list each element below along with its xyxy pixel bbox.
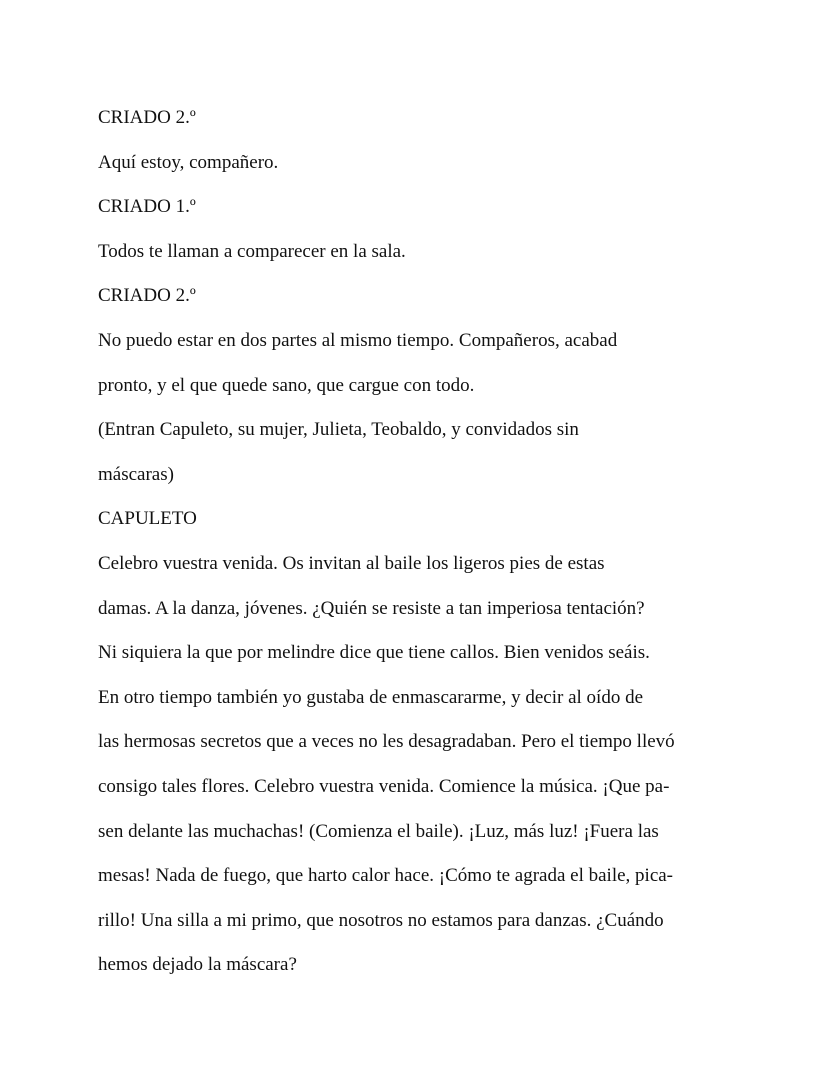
dialogue-line: Celebro vuestra venida. Os invitan al baile los ligeros pies de estas — [98, 552, 605, 574]
stage-direction: (Entran Capuleto, su mujer, Julieta, Teobaldo, y convidados sin — [98, 419, 579, 441]
dialogue-line: hemos dejado la máscara? — [98, 954, 297, 976]
speaker-criado-1: CRIADO 1.º — [98, 196, 196, 218]
dialogue-line: En otro tiempo también yo gustaba de enmascararme, y decir al oído de — [98, 686, 644, 708]
dialogue-line: damas. A la danza, jóvenes. ¿Quién se resiste a tan imperiosa tentación? — [98, 597, 645, 619]
speaker-capuleto: CAPULETO — [98, 508, 197, 530]
speaker-criado-2: CRIADO 2.º — [98, 107, 196, 128]
dialogue-line: las hermosas secretos que a veces no les desagradaban. Pero el tiempo llevó — [98, 731, 675, 753]
dialogue-line: rillo! Una silla a mi primo, que nosotros no estamos para danzas. ¿Cuándo — [98, 909, 664, 931]
stage-direction: máscaras) — [98, 463, 174, 485]
speaker-criado-2: CRIADO 2.º — [98, 285, 196, 307]
dialogue-line: Todos te llaman a comparecer en la sala. — [98, 240, 406, 262]
dialogue-line: sen delante las muchachas! (Comienza el baile). ¡Luz, más luz! ¡Fuera las — [98, 820, 659, 842]
dialogue-line: mesas! Nada de fuego, que harto calor hace. ¡Cómo te agrada el baile, pica- — [98, 865, 674, 887]
dialogue-line: Ni siquiera la que por melindre dice que tiene callos. Bien venidos seáis. — [98, 642, 650, 664]
dialogue-line: pronto, y el que quede sano, que cargue con todo. — [98, 374, 475, 396]
dialogue-line: No puedo estar en dos partes al mismo tiempo. Compañeros, acabad — [98, 329, 618, 351]
dialogue-line: Aquí estoy, compañero. — [98, 151, 279, 173]
document-body — [98, 96, 758, 988]
dialogue-line: consigo tales flores. Celebro vuestra venida. Comience la música. ¡Que pa- — [98, 775, 670, 797]
